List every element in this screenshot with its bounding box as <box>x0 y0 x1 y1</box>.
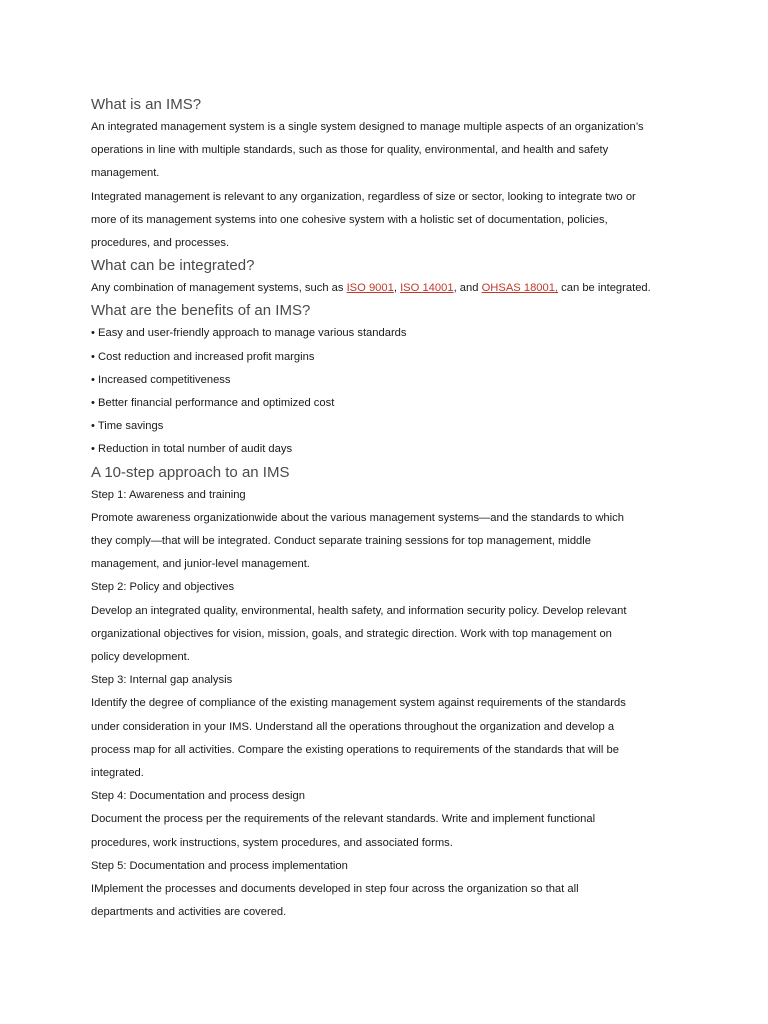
step-3-line: integrated. <box>91 767 144 780</box>
paragraph-line: Integrated management is relevant to any organization, regardless of size or sector, looking to integrate two or <box>91 190 636 203</box>
link-iso-9001[interactable]: ISO 9001 <box>346 282 394 295</box>
step-3-line: under consideration in your IMS. Understand all the operations throughout the organization and develop a <box>91 720 615 733</box>
heading-what-is-ims: What is an IMS? <box>91 96 202 113</box>
paragraph-line: more of its management systems into one cohesive system with a holistic set of documentation, policies, <box>91 213 608 226</box>
link-iso-14001[interactable]: ISO 14001 <box>400 282 454 295</box>
step-2-line: Develop an integrated quality, environmental, health safety, and information security policy. Develop relevant <box>91 604 627 617</box>
step-3-title: Step 3: Internal gap analysis <box>91 674 233 687</box>
step-3-line: process map for all activities. Compare the existing operations to requirements of the standards that will be <box>91 743 619 756</box>
step-2-line: organizational objectives for vision, mission, goals, and strategic direction. Work with top management on <box>91 627 612 640</box>
heading-10-step-approach: A 10-step approach to an IMS <box>91 463 290 481</box>
heading-benefits: What are the benefits of an IMS? <box>91 302 311 320</box>
text-after-links: can be integrated. <box>558 282 651 295</box>
step-1-line: they comply—that will be integrated. Conduct separate training sessions for top management, middle <box>91 535 591 548</box>
paragraph-line: An integrated management system is a single system designed to manage multiple aspects of an organization’s <box>91 121 644 133</box>
step-4-line: Document the process per the requirements of the relevant standards. Write and implement functional <box>91 813 596 826</box>
step-1-line: Promote awareness organizationwide about the various management systems—and the standards to which <box>91 511 624 524</box>
step-4-line: procedures, work instructions, system procedures, and associated forms. <box>91 836 453 849</box>
step-5-line: departments and activities are covered. <box>91 906 287 919</box>
bullet-item: • Increased competitiveness <box>91 373 231 386</box>
step-1-line: management, and junior-level management. <box>91 558 310 571</box>
step-3-line: Identify the degree of compliance of the existing management system against requirements of the standards <box>91 697 626 710</box>
bullet-item: • Time savings <box>91 420 164 433</box>
document-page <box>91 94 691 925</box>
paragraph-line: procedures, and processes. <box>91 237 230 250</box>
step-5-line: IMplement the processes and documents developed in step four across the organization so that all <box>91 883 579 896</box>
separator: , <box>393 282 401 295</box>
bullet-item: • Reduction in total number of audit days <box>91 443 293 456</box>
integration-paragraph <box>91 277 691 300</box>
step-1-title: Step 1: Awareness and training <box>91 488 246 501</box>
step-2-title: Step 2: Policy and objectives <box>91 581 235 594</box>
bullet-item: • Better financial performance and optimized cost <box>91 397 335 410</box>
heading-what-can-be-integrated: What can be integrated? <box>91 257 255 275</box>
separator: , and <box>453 282 482 295</box>
step-5-title: Step 5: Documentation and process implementation <box>91 859 348 872</box>
bullet-item: • Cost reduction and increased profit margins <box>91 350 315 363</box>
text-before-links: Any combination of management systems, such as <box>91 282 347 295</box>
paragraph-line: operations in line with multiple standards, such as those for quality, environmental, and health and safety <box>91 144 609 157</box>
step-2-line: policy development. <box>91 651 190 664</box>
link-ohsas-18001[interactable]: OHSAS 18001, <box>481 282 559 295</box>
paragraph-line: management. <box>91 167 160 180</box>
step-4-title: Step 4: Documentation and process design <box>91 790 305 803</box>
bullet-item: • Easy and user-friendly approach to manage various standards <box>91 327 407 340</box>
